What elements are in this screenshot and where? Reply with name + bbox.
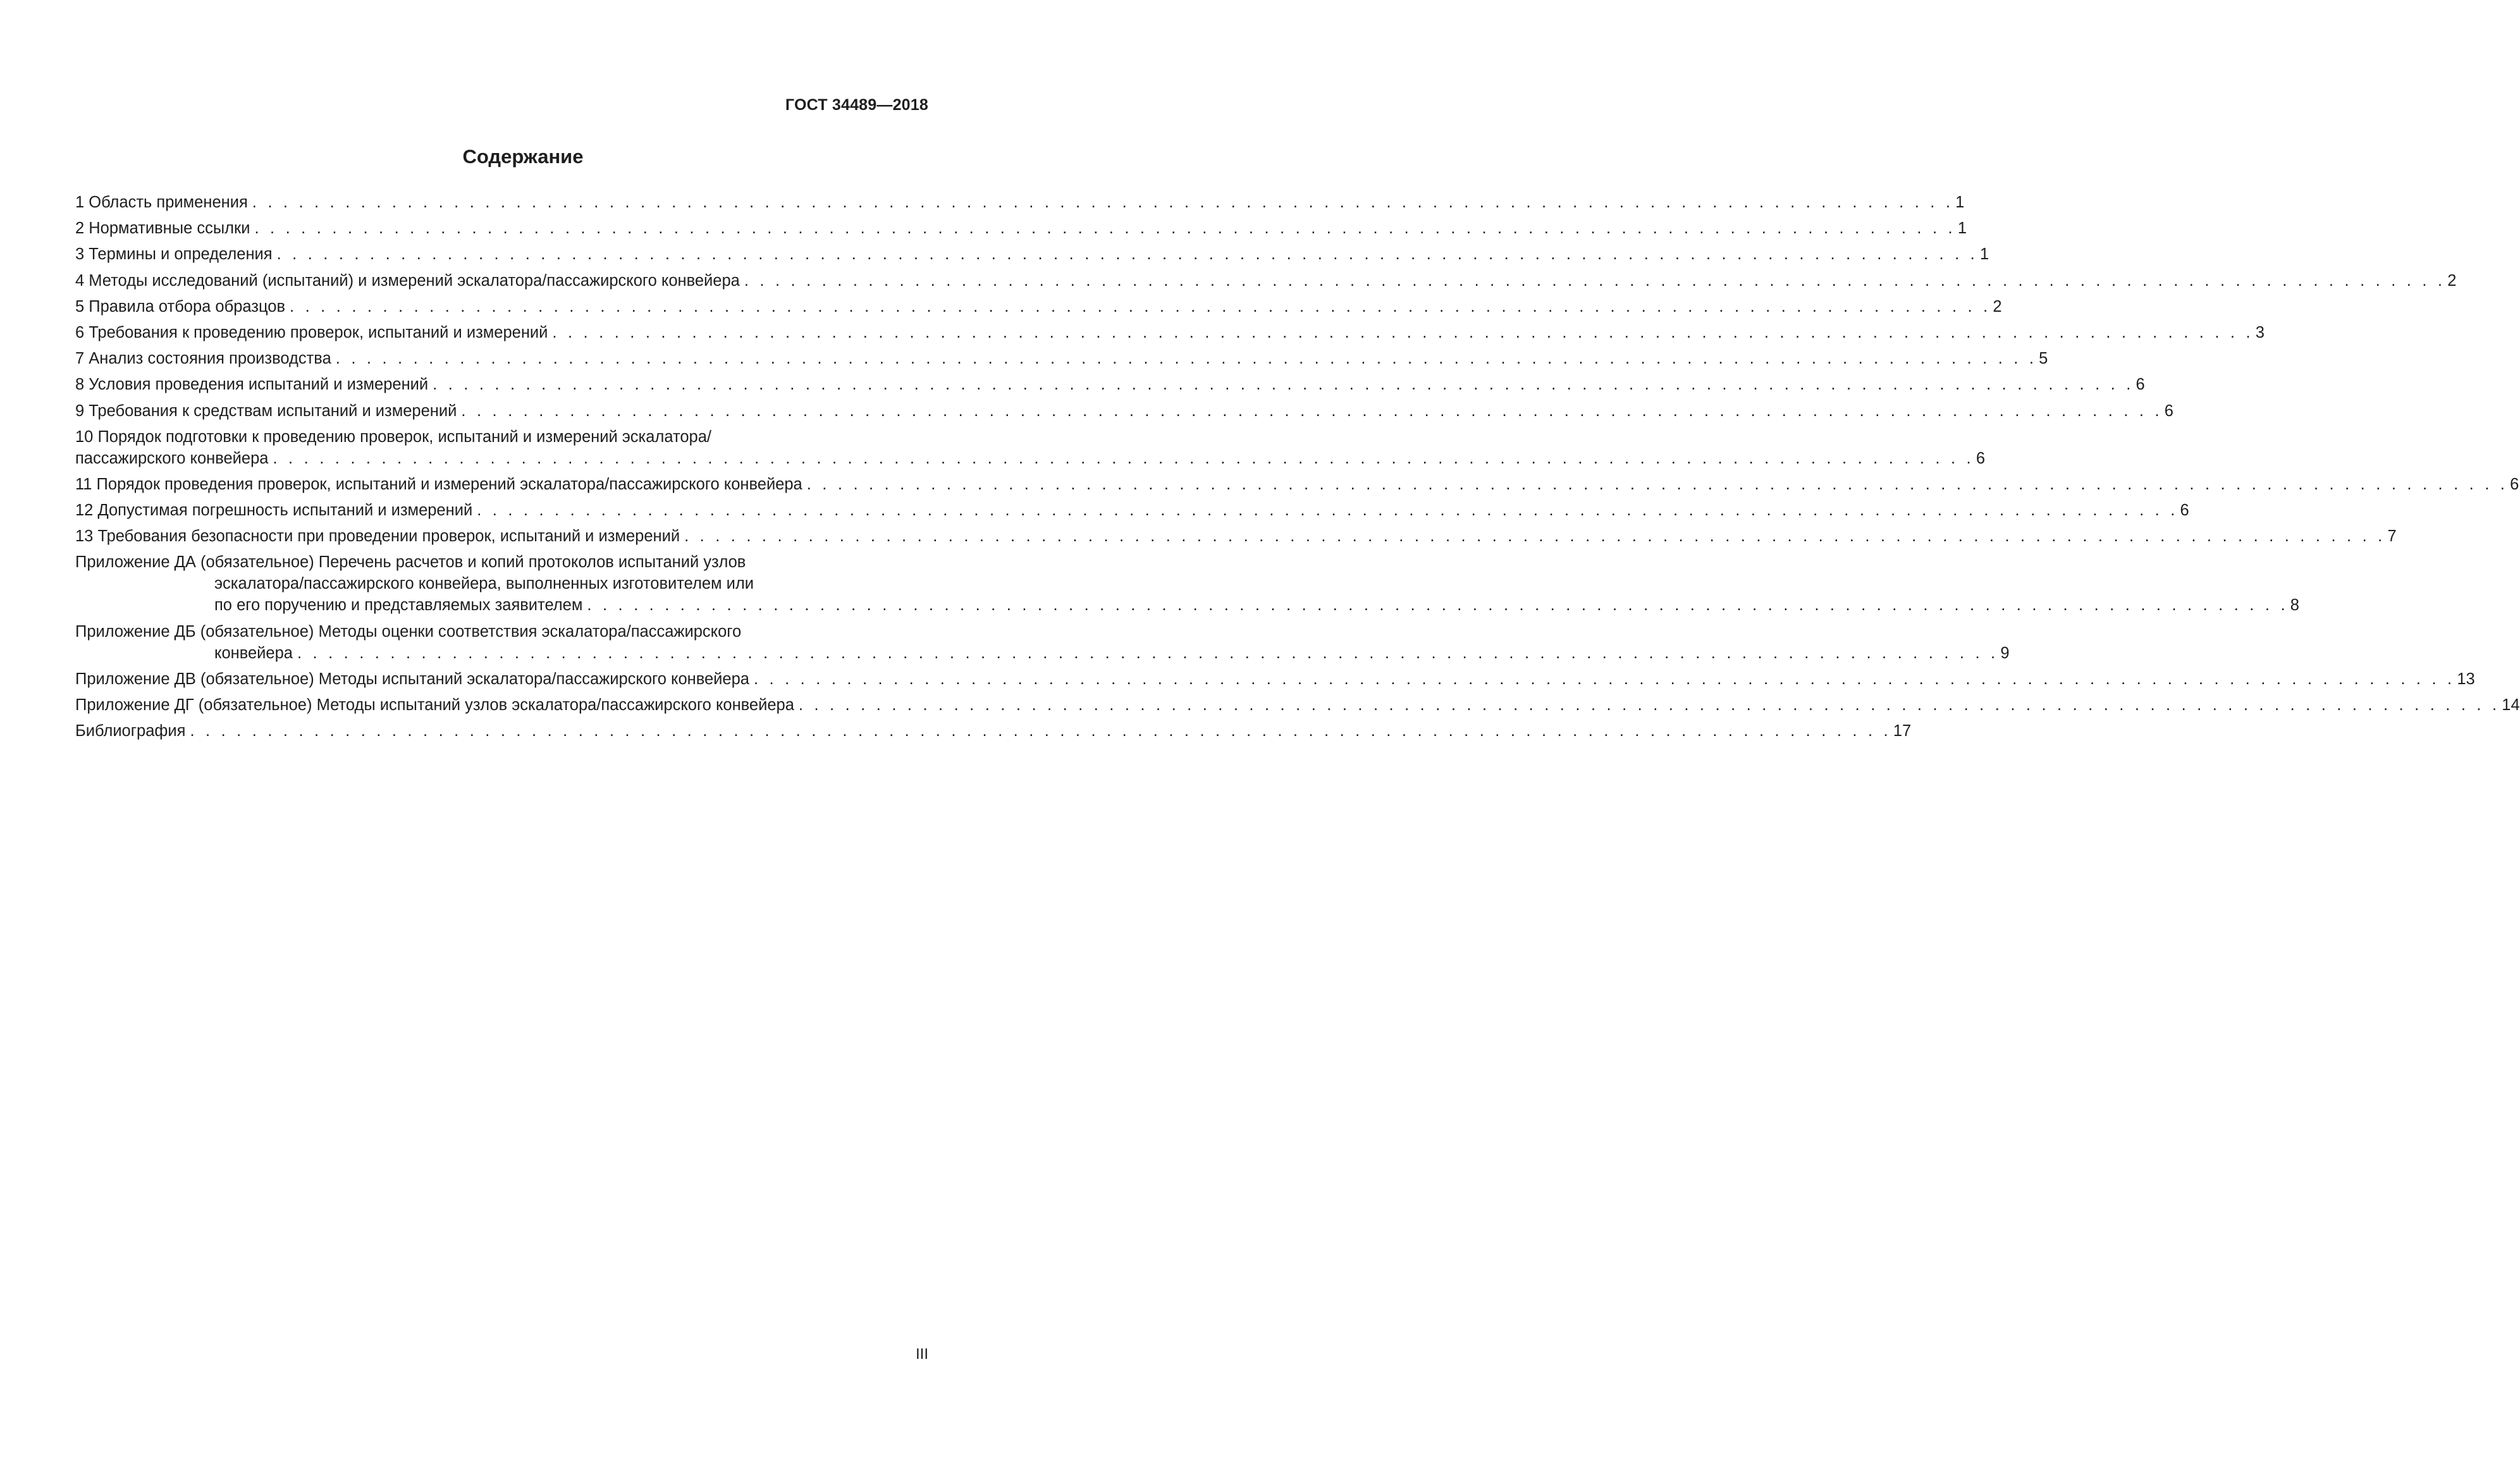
toc-entry-text: пассажирского конвейера — [75, 449, 269, 467]
toc-entry-text: по его поручению и представляемых заявителем — [214, 596, 583, 615]
toc-entry[interactable] — [75, 621, 2010, 664]
toc-entry-line — [75, 348, 2048, 369]
toc-entry-text: Приложение ДВ (обязательное) Методы испытаний эскалатора/пассажирского конвейера — [75, 670, 749, 688]
toc-leader-dots: . . . . . . . . . . . . . . . . . . . . . . . . . . . . . . . . . . . . . . . . . . . . . . . . . . . . . . . . . . . . . . . . . . . . . . . . . . . . . . . . . . . . . . . . . . . . . . . . . . . . . . . . . . . . . . — [290, 297, 1991, 316]
toc-entry-line — [75, 694, 2520, 716]
toc-entry-line — [75, 621, 919, 642]
toc-leader-dots: . . . . . . . . . . . . . . . . . . . . . . . . . . . . . . . . . . . . . . . . . . . . . . . . . . . . . . . . . . . . . . . . . . . . . . . . . . . . . . . . . . . . . . . . . . . . . . . . . . . . . . . . . . . . . . — [806, 475, 2509, 493]
toc-entry[interactable] — [75, 474, 2519, 495]
toc-leader-dots: . . . . . . . . . . . . . . . . . . . . . . . . . . . . . . . . . . . . . . . . . . . . . . . . . . . . . . . . . . . . . . . . . . . . . . . . . . . . . . . . . . . . . . . . . . . . . . . . . . . . . . . . . . . . . . — [798, 696, 2500, 714]
toc-page-number: 13 — [2457, 670, 2475, 688]
toc-entry[interactable] — [75, 374, 2145, 395]
toc-entry[interactable] — [75, 500, 2189, 521]
toc-page-number: 7 — [2387, 527, 2397, 546]
toc-entry-text: Приложение ДА (обязательное) Перечень расчетов и копий протоколов испытаний узлов — [75, 553, 746, 572]
toc-entry-text: 10 Порядок подготовки к проведению проверок, испытаний и измерений эскалатора/ — [75, 427, 711, 446]
toc-entry-line — [75, 243, 1989, 265]
toc-page-number: 1 — [1955, 193, 1965, 211]
toc-page-number: 6 — [2136, 376, 2145, 394]
toc-entry-text: 12 Допустимая погрешность испытаний и измерений — [75, 501, 473, 520]
toc-page-number: 17 — [1893, 722, 1912, 740]
toc-leader-dots: . . . . . . . . . . . . . . . . . . . . . . . . . . . . . . . . . . . . . . . . . . . . . . . . . . . . . . . . . . . . . . . . . . . . . . . . . . . . . . . . . . . . . . . . . . . . . . . . . . . . . . . . . . . . . . — [461, 402, 2163, 420]
toc-entry-text: 4 Методы исследований (испытаний) и измерений эскалатора/пассажирского конвейера — [75, 271, 740, 290]
toc-entry-line — [75, 374, 2145, 395]
toc-entry-text: 5 Правила отбора образцов — [75, 297, 286, 316]
toc-entry[interactable] — [75, 296, 2002, 317]
toc-entry-text: 9 Требования к средствам испытаний и измерений — [75, 402, 457, 420]
toc-entry[interactable] — [75, 694, 2520, 716]
toc-leader-dots: . . . . . . . . . . . . . . . . . . . . . . . . . . . . . . . . . . . . . . . . . . . . . . . . . . . . . . . . . . . . . . . . . . . . . . . . . . . . . . . . . . . . . . . . . . . . . . . . . . . . . . . . . . . . . . — [433, 376, 2134, 394]
toc-page-number: 6 — [2510, 475, 2519, 493]
toc-page-number: 3 — [2255, 323, 2265, 341]
toc-entry-line — [75, 426, 919, 448]
toc-entry[interactable] — [75, 400, 2173, 422]
table-of-contents — [75, 192, 2520, 746]
toc-page-number: 1 — [1957, 219, 1967, 238]
toc-entry[interactable] — [75, 525, 2397, 547]
toc-leader-dots: . . . . . . . . . . . . . . . . . . . . . . . . . . . . . . . . . . . . . . . . . . . . . . . . . . . . . . . . . . . . . . . . . . . . . . . . . . . . . . . . . . . . . . . . . . . . . . . . . . . . . . . . . . . . . . — [587, 596, 2289, 615]
toc-entry-text: 7 Анализ состояния производства — [75, 350, 331, 368]
toc-page-number: 2 — [1993, 297, 2002, 316]
toc-leader-dots: . . . . . . . . . . . . . . . . . . . . . . . . . . . . . . . . . . . . . . . . . . . . . . . . . . . . . . . . . . . . . . . . . . . . . . . . . . . . . . . . . . . . . . . . . . . . . . . . . . . . . . . . . . . . . . — [252, 193, 1954, 211]
toc-entry-text: 6 Требования к проведению проверок, испытаний и измерений — [75, 323, 548, 341]
toc-leader-dots: . . . . . . . . . . . . . . . . . . . . . . . . . . . . . . . . . . . . . . . . . . . . . . . . . . . . . . . . . . . . . . . . . . . . . . . . . . . . . . . . . . . . . . . . . . . . . . . . . . . . . . . . . . . . . . — [297, 644, 1999, 662]
toc-entry-line — [75, 322, 2265, 343]
toc-entry[interactable] — [75, 720, 1912, 742]
toc-leader-dots: . . . . . . . . . . . . . . . . . . . . . . . . . . . . . . . . . . . . . . . . . . . . . . . . . . . . . . . . . . . . . . . . . . . . . . . . . . . . . . . . . . . . . . . . . . . . . . . . . . . . . . . . . . . . . . — [254, 219, 1956, 238]
toc-entry-text: 11 Порядок проведения проверок, испытаний и измерений эскалатора/пассажирского конвейера — [75, 475, 802, 493]
toc-leader-dots: . . . . . . . . . . . . . . . . . . . . . . . . . . . . . . . . . . . . . . . . . . . . . . . . . . . . . . . . . . . . . . . . . . . . . . . . . . . . . . . . . . . . . . . . . . . . . . . . . . . . . . . . . . . . . . — [335, 350, 2038, 368]
toc-page-number: 14 — [2502, 696, 2520, 714]
toc-entry-text: конвейера — [214, 644, 293, 662]
toc-entry[interactable] — [75, 192, 1965, 213]
toc-entry-line — [75, 525, 2397, 547]
toc-page-number: 6 — [2180, 501, 2189, 520]
toc-entry-text: 1 Область применения — [75, 193, 248, 211]
toc-entry-line — [75, 192, 1965, 213]
toc-entry[interactable] — [75, 243, 1989, 265]
toc-entry-line — [75, 270, 2457, 292]
toc-page-number: 6 — [1976, 449, 1986, 467]
toc-page-number: 1 — [1979, 245, 1989, 264]
toc-entry[interactable] — [75, 218, 1967, 239]
toc-entry[interactable] — [75, 270, 2457, 292]
toc-entry-line — [75, 500, 2189, 521]
toc-entry-line — [75, 218, 1967, 239]
toc-entry[interactable] — [75, 322, 2265, 343]
toc-leader-dots: . . . . . . . . . . . . . . . . . . . . . . . . . . . . . . . . . . . . . . . . . . . . . . . . . . . . . . . . . . . . . . . . . . . . . . . . . . . . . . . . . . . . . . . . . . . . . . . . . . . . . . . . . . . . . . — [753, 670, 2455, 688]
toc-entry-line — [75, 573, 919, 594]
toc-entry-line — [75, 720, 1912, 742]
toc-entry-text: 13 Требования безопасности при проведении проверок, испытаний и измерений — [75, 527, 680, 546]
toc-page-number: 9 — [2000, 644, 2010, 662]
toc-entry-line — [75, 551, 919, 573]
toc-entry-line — [75, 296, 2002, 317]
toc-entry-text: Приложение ДБ (обязательное) Методы оценки соответствия эскалатора/пассажирского — [75, 622, 742, 641]
toc-entry-line — [75, 400, 2173, 422]
toc-entry[interactable] — [75, 551, 2299, 616]
toc-entry[interactable] — [75, 668, 2475, 690]
document-code: ГОСТ 34489—2018 — [785, 96, 928, 114]
toc-leader-dots: . . . . . . . . . . . . . . . . . . . . . . . . . . . . . . . . . . . . . . . . . . . . . . . . . . . . . . . . . . . . . . . . . . . . . . . . . . . . . . . . . . . . . . . . . . . . . . . . . . . . . . . . . . . . . . — [190, 722, 1891, 740]
toc-leader-dots: . . . . . . . . . . . . . . . . . . . . . . . . . . . . . . . . . . . . . . . . . . . . . . . . . . . . . . . . . . . . . . . . . . . . . . . . . . . . . . . . . . . . . . . . . . . . . . . . . . . . . . . . . . . . . . — [552, 323, 2254, 341]
toc-page-number: 8 — [2290, 596, 2299, 615]
toc-leader-dots: . . . . . . . . . . . . . . . . . . . . . . . . . . . . . . . . . . . . . . . . . . . . . . . . . . . . . . . . . . . . . . . . . . . . . . . . . . . . . . . . . . . . . . . . . . . . . . . . . . . . . . . . . . . . . . — [684, 527, 2386, 546]
toc-entry-line — [75, 668, 2475, 690]
toc-entry-text: 8 Условия проведения испытаний и измерений — [75, 376, 429, 394]
toc-entry-text: эскалатора/пассажирского конвейера, выполненных изготовителем или — [214, 575, 754, 593]
toc-entry-line — [75, 474, 2519, 495]
toc-leader-dots: . . . . . . . . . . . . . . . . . . . . . . . . . . . . . . . . . . . . . . . . . . . . . . . . . . . . . . . . . . . . . . . . . . . . . . . . . . . . . . . . . . . . . . . . . . . . . . . . . . . . . . . . . . . . . . — [744, 271, 2446, 290]
toc-leader-dots: . . . . . . . . . . . . . . . . . . . . . . . . . . . . . . . . . . . . . . . . . . . . . . . . . . . . . . . . . . . . . . . . . . . . . . . . . . . . . . . . . . . . . . . . . . . . . . . . . . . . . . . . . . . . . . — [273, 449, 1974, 467]
toc-entry-text: 2 Нормативные ссылки — [75, 219, 250, 238]
toc-leader-dots: . . . . . . . . . . . . . . . . . . . . . . . . . . . . . . . . . . . . . . . . . . . . . . . . . . . . . . . . . . . . . . . . . . . . . . . . . . . . . . . . . . . . . . . . . . . . . . . . . . . . . . . . . . . . . . — [276, 245, 1978, 264]
toc-page-number: 6 — [2164, 402, 2173, 420]
toc-entry-text: 3 Термины и определения — [75, 245, 273, 264]
toc-leader-dots: . . . . . . . . . . . . . . . . . . . . . . . . . . . . . . . . . . . . . . . . . . . . . . . . . . . . . . . . . . . . . . . . . . . . . . . . . . . . . . . . . . . . . . . . . . . . . . . . . . . . . . . . . . . . . . — [477, 501, 2179, 520]
page-title: Содержание — [462, 145, 584, 168]
toc-page-number: 2 — [2447, 271, 2457, 290]
toc-entry-text: Библиография — [75, 722, 186, 740]
toc-entry-line — [75, 594, 2299, 616]
toc-entry[interactable] — [75, 348, 2048, 369]
toc-entry-line — [75, 642, 2010, 664]
toc-entry-text: Приложение ДГ (обязательное) Методы испытаний узлов эскалатора/пассажирского конвейера — [75, 696, 794, 714]
toc-entry-line — [75, 448, 1986, 469]
toc-entry[interactable] — [75, 426, 1986, 469]
toc-page-number: 5 — [2039, 350, 2048, 368]
page-number: III — [915, 1346, 928, 1363]
